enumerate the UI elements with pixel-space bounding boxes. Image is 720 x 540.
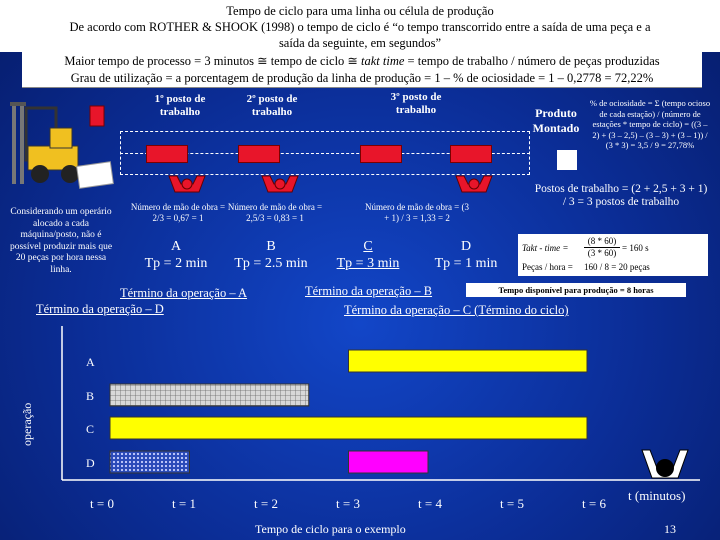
bar-a-0 xyxy=(349,350,588,372)
ociosidade-text: % de ociosidade = Σ (tempo ocioso de cada estação) / (número de estações * tempo de ciclo) = ((3 – 2) + (3 – 2,5) – (3 – 3) + (3 – 1)) / (3 * 3) = 3,5 / 9 = 27,78% xyxy=(589,98,711,150)
row-label-c: C xyxy=(86,422,95,436)
mao-obra-1: Número de mão de obra = 2/3 = 0,67 = 1 xyxy=(130,202,226,223)
termino-a: Término da operação – A xyxy=(120,286,248,300)
row-label-b: B xyxy=(86,389,95,403)
postos-calc-text: Postos de trabalho = (2 + 2,5 + 3 + 1) / 3 = 3 postos de trabalho xyxy=(534,183,708,208)
bar-c-2 xyxy=(110,417,587,439)
bar-b-1 xyxy=(110,384,309,406)
op-b-letter: B xyxy=(266,239,276,254)
produto-montado-label: Produto Montado xyxy=(532,106,580,135)
takt-frac-top: (8 * 60) xyxy=(587,236,617,246)
person-icon xyxy=(640,448,690,488)
mao-obra-3: Número de mão de obra = (3 + 1) / 3 = 1,33 = 2 xyxy=(364,202,470,223)
termino-c: Término da operação – C (Término do ciclo) xyxy=(344,303,569,317)
posto-2-label: 2º posto de trabalho xyxy=(246,93,298,118)
op-a-tp: Tp = 2 min xyxy=(144,256,208,271)
bar-d-3 xyxy=(110,451,190,473)
page-number: 13 xyxy=(664,522,676,536)
header-line3: saída da seguinte, em segundos” xyxy=(278,36,442,50)
op-a-letter: A xyxy=(170,239,182,254)
bar-d-4 xyxy=(349,451,429,473)
pecas-label: Peças / hora = xyxy=(522,262,573,272)
header-line2: De acordo com ROTHER & SHOOK (1998) o tempo de ciclo é “o tempo transcorrido entre a saída de uma peça e a xyxy=(69,20,651,34)
op-d-tp: Tp = 1 min xyxy=(434,256,498,271)
posto-1-label: 1º posto de trabalho xyxy=(154,93,206,118)
tick-4: t = 4 xyxy=(418,496,442,511)
y-axis-label: operação xyxy=(20,402,34,446)
op-b-tp: Tp = 2.5 min xyxy=(234,256,308,271)
termino-b: Término da operação – B xyxy=(305,284,433,298)
info-line1: Maior tempo de processo = 3 minutos ≅ tempo de ciclo ≅ takt time = tempo de trabalho / número de peças produzidas xyxy=(64,54,660,68)
op-d-letter: D xyxy=(460,239,472,254)
info-line2: Grau de utilização = a porcentagem de produção da linha de produção = 1 – % de ociosidade = 1 – 0,2778 = 72,22% xyxy=(70,71,654,85)
tick-3: t = 3 xyxy=(336,496,360,511)
posto-3-label: 3º posto de trabalho xyxy=(390,91,442,116)
row-label-d: D xyxy=(86,456,95,470)
x-axis-label: t (minutos) xyxy=(628,488,686,503)
header-title: Tempo de ciclo para uma linha ou célula de produção xyxy=(226,4,494,18)
row-label-a: A xyxy=(86,355,95,369)
tick-6: t = 6 xyxy=(582,496,606,511)
disponivel-box: Tempo disponível para produção = 8 horas xyxy=(466,283,686,297)
tick-2: t = 2 xyxy=(254,496,278,511)
op-c-tp: Tp = 3 min xyxy=(336,256,400,271)
termino-d: Término da operação – D xyxy=(36,302,164,316)
mao-obra-2: Número de mão de obra = 2,5/3 = 0,83 = 1 xyxy=(227,202,323,223)
tick-5: t = 5 xyxy=(500,496,524,511)
op-c-letter: C xyxy=(363,239,373,254)
takt-result: = 160 s xyxy=(622,243,649,253)
tick-0: t = 0 xyxy=(90,496,114,511)
considerando-text: Considerando um operário alocado a cada máquina/posto, não é possível produzir mais que 20 peças por hora nessa linha. xyxy=(9,207,113,275)
takt-label: Takt - time = xyxy=(522,243,569,253)
tick-1: t = 1 xyxy=(172,496,196,511)
takt-frac-bottom: (3 * 60) xyxy=(587,248,617,258)
chart-title: Tempo de ciclo para o exemplo xyxy=(255,522,406,536)
pecas-result: 160 / 8 = 20 peças xyxy=(584,262,650,272)
